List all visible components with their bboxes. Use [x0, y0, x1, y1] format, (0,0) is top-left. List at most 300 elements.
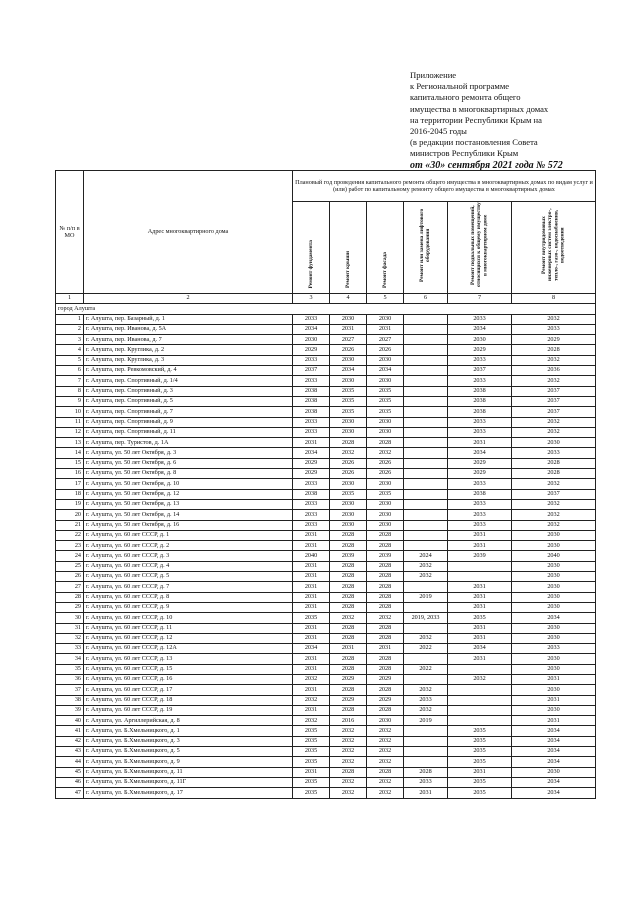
basement-year: 2038	[448, 396, 512, 406]
engineering-year: 2028	[512, 458, 596, 468]
row-number: 15	[56, 458, 84, 468]
basement-year	[448, 716, 512, 726]
address-cell: г. Алушта, пер. Круглика, д. 3	[84, 355, 293, 365]
address-cell: г. Алушта, пер. Базарный, д. 1	[84, 314, 293, 324]
facade-year: 2029	[367, 695, 404, 705]
facade-year: 2035	[367, 396, 404, 406]
engineering-year: 2030	[512, 582, 596, 592]
address-cell: г. Алушта, пер. Спортивный, д. 9	[84, 417, 293, 427]
engineering-year: 2034	[512, 747, 596, 757]
elevator-year: 2032	[404, 685, 448, 695]
facade-year: 2029	[367, 674, 404, 684]
table-row	[56, 592, 596, 602]
roof-year: 2032	[330, 757, 367, 767]
table-row	[56, 510, 596, 520]
row-number: 36	[56, 674, 84, 684]
foundation-year: 2033	[293, 499, 330, 509]
elevator-year	[404, 386, 448, 396]
foundation-year: 2034	[293, 448, 330, 458]
table-row	[56, 499, 596, 509]
row-number: 47	[56, 788, 84, 798]
foundation-year: 2035	[293, 757, 330, 767]
table-row	[56, 448, 596, 458]
elevator-year	[404, 355, 448, 365]
facade-year: 2030	[367, 510, 404, 520]
facade-year: 2035	[367, 489, 404, 499]
foundation-year: 2033	[293, 376, 330, 386]
engineering-year: 2032	[512, 355, 596, 365]
facade-year: 2030	[367, 355, 404, 365]
roof-year: 2030	[330, 355, 367, 365]
elevator-year	[404, 489, 448, 499]
table-row	[56, 366, 596, 376]
elevator-year	[404, 541, 448, 551]
engineering-year: 2034	[512, 757, 596, 767]
engineering-year: 2034	[512, 777, 596, 787]
basement-year: 2038	[448, 407, 512, 417]
basement-year: 2031	[448, 633, 512, 643]
engineering-year: 2030	[512, 767, 596, 777]
elevator-year	[404, 427, 448, 437]
facade-year: 2026	[367, 345, 404, 355]
facade-year: 2028	[367, 572, 404, 582]
address-cell: г. Алушта, ул. 60 лет СССР, д. 7	[84, 582, 293, 592]
basement-year	[448, 695, 512, 705]
roof-year: 2039	[330, 551, 367, 561]
address-cell: г. Алушта, ул. 60 лет СССР, д. 18	[84, 695, 293, 705]
foundation-year: 2031	[293, 592, 330, 602]
row-number: 45	[56, 767, 84, 777]
table-row	[56, 407, 596, 417]
table-row	[56, 469, 596, 479]
basement-year: 2029	[448, 345, 512, 355]
facade-year: 2028	[367, 582, 404, 592]
facade-year: 2028	[367, 705, 404, 715]
row-number: 12	[56, 427, 84, 437]
facade-year: 2028	[367, 541, 404, 551]
foundation-year: 2032	[293, 674, 330, 684]
elevator-year	[404, 520, 448, 530]
appendix-line: Приложение	[410, 70, 457, 80]
row-number: 27	[56, 582, 84, 592]
facade-year: 2035	[367, 407, 404, 417]
table-row	[56, 324, 596, 334]
elevator-year: 2022	[404, 644, 448, 654]
basement-year: 2034	[448, 644, 512, 654]
engineering-year: 2030	[512, 664, 596, 674]
facade-year: 2030	[367, 427, 404, 437]
table-row	[56, 767, 596, 777]
facade-year: 2028	[367, 438, 404, 448]
row-number: 20	[56, 510, 84, 520]
table-row	[56, 438, 596, 448]
row-number: 39	[56, 705, 84, 715]
basement-year: 2031	[448, 541, 512, 551]
appendix-line: (в редакции постановления Совета	[410, 137, 538, 148]
address-cell: г. Алушта, ул. 60 лет СССР, д. 9	[84, 602, 293, 612]
facade-year: 2030	[367, 314, 404, 324]
foundation-year: 2031	[293, 561, 330, 571]
address-cell: г. Алушта, ул. 50 лет Октября, д. 8	[84, 469, 293, 479]
table-row	[56, 747, 596, 757]
roof-year: 2027	[330, 335, 367, 345]
row-number: 31	[56, 623, 84, 633]
facade-year: 2032	[367, 736, 404, 746]
engineering-year: 2031	[512, 695, 596, 705]
basement-year: 2030	[448, 335, 512, 345]
address-cell: г. Алушта, пер. Круглика, д. 2	[84, 345, 293, 355]
row-number: 5	[56, 355, 84, 365]
basement-year: 2038	[448, 489, 512, 499]
facade-year: 2032	[367, 726, 404, 736]
roof-year: 2028	[330, 685, 367, 695]
elevator-year	[404, 757, 448, 767]
foundation-year: 2031	[293, 572, 330, 582]
roof-year: 2028	[330, 767, 367, 777]
engineering-year: 2033	[512, 644, 596, 654]
row-number: 28	[56, 592, 84, 602]
foundation-year: 2031	[293, 541, 330, 551]
roof-year: 2026	[330, 469, 367, 479]
roof-year: 2029	[330, 674, 367, 684]
row-number: 26	[56, 572, 84, 582]
engineering-year: 2040	[512, 551, 596, 561]
row-number: 25	[56, 561, 84, 571]
address-cell: г. Алушта, пер. Ревкомовский, д. 4	[84, 366, 293, 376]
foundation-year: 2033	[293, 427, 330, 437]
roof-year: 2030	[330, 479, 367, 489]
facade-year: 2028	[367, 602, 404, 612]
engineering-year: 2032	[512, 314, 596, 324]
engineering-year: 2034	[512, 788, 596, 798]
appendix-line: 2016-2045 годы	[410, 126, 467, 137]
roof-year: 2030	[330, 417, 367, 427]
engineering-year: 2033	[512, 448, 596, 458]
elevator-year	[404, 448, 448, 458]
table-row	[56, 489, 596, 499]
table-row	[56, 551, 596, 561]
basement-year: 2031	[448, 623, 512, 633]
foundation-year: 2031	[293, 633, 330, 643]
foundation-year: 2033	[293, 355, 330, 365]
elevator-year: 2032	[404, 633, 448, 643]
address-cell: г. Алушта, ул. 60 лет СССР, д. 5	[84, 572, 293, 582]
table-row	[56, 695, 596, 705]
table-row	[56, 520, 596, 530]
row-number: 14	[56, 448, 84, 458]
basement-year: 2039	[448, 551, 512, 561]
resolution-date-line: от «30» сентября 2021 года № 572	[410, 159, 563, 171]
row-number: 13	[56, 438, 84, 448]
engineering-year: 2037	[512, 407, 596, 417]
row-number: 40	[56, 716, 84, 726]
basement-year: 2031	[448, 602, 512, 612]
foundation-year: 2029	[293, 469, 330, 479]
roof-year: 2035	[330, 396, 367, 406]
roof-year: 2034	[330, 366, 367, 376]
row-number: 29	[56, 602, 84, 612]
address-cell: г. Алушта, ул. 60 лет СССР, д. 12	[84, 633, 293, 643]
foundation-year: 2033	[293, 417, 330, 427]
table-row	[56, 788, 596, 798]
basement-year: 2035	[448, 736, 512, 746]
foundation-year: 2029	[293, 345, 330, 355]
basement-year: 2035	[448, 777, 512, 787]
roof-year: 2030	[330, 520, 367, 530]
facade-year: 2030	[367, 520, 404, 530]
roof-year: 2031	[330, 644, 367, 654]
facade-year: 2030	[367, 499, 404, 509]
engineering-year: 2037	[512, 489, 596, 499]
foundation-year: 2031	[293, 705, 330, 715]
foundation-year: 2032	[293, 716, 330, 726]
table-row	[56, 345, 596, 355]
row-number: 16	[56, 469, 84, 479]
row-number: 11	[56, 417, 84, 427]
table-row	[56, 417, 596, 427]
table-row	[56, 541, 596, 551]
facade-year: 2028	[367, 685, 404, 695]
foundation-year: 2031	[293, 654, 330, 664]
elevator-year	[404, 376, 448, 386]
facade-year: 2035	[367, 386, 404, 396]
basement-year	[448, 685, 512, 695]
elevator-year	[404, 407, 448, 417]
roof-year: 2032	[330, 726, 367, 736]
engineering-year: 2030	[512, 633, 596, 643]
facade-year: 2039	[367, 551, 404, 561]
elevator-year	[404, 324, 448, 334]
roof-year: 2028	[330, 633, 367, 643]
engineering-year: 2030	[512, 572, 596, 582]
address-cell: г. Алушта, ул. 50 лет Октября, д. 13	[84, 499, 293, 509]
table-row	[56, 572, 596, 582]
elevator-year: 2028	[404, 767, 448, 777]
basement-year: 2035	[448, 788, 512, 798]
basement-year	[448, 561, 512, 571]
foundation-year: 2035	[293, 788, 330, 798]
foundation-year: 2038	[293, 407, 330, 417]
facade-year: 2032	[367, 777, 404, 787]
appendix-line: капитального ремонта общего	[410, 92, 521, 103]
basement-year: 2034	[448, 324, 512, 334]
address-cell: г. Алушта, ул. 60 лет СССР, д. 3	[84, 551, 293, 561]
elevator-year	[404, 499, 448, 509]
engineering-year: 2030	[512, 541, 596, 551]
roof-year: 2035	[330, 489, 367, 499]
basement-year: 2038	[448, 386, 512, 396]
basement-year: 2031	[448, 592, 512, 602]
foundation-year: 2030	[293, 335, 330, 345]
engineering-year: 2030	[512, 592, 596, 602]
elevator-year	[404, 530, 448, 540]
row-number: 21	[56, 520, 84, 530]
address-cell: г. Алушта, ул. Аргиллерийская, д. 8	[84, 716, 293, 726]
table-row	[56, 561, 596, 571]
address-cell: г. Алушта, ул. 60 лет СССР, д. 17	[84, 685, 293, 695]
foundation-year: 2040	[293, 551, 330, 561]
header-facade: Ремонт фасада	[367, 202, 404, 294]
table-row	[56, 427, 596, 437]
roof-year: 2026	[330, 458, 367, 468]
basement-year: 2037	[448, 366, 512, 376]
engineering-year: 2032	[512, 510, 596, 520]
appendix-header	[410, 70, 600, 171]
address-cell: г. Алушта, пер. Спортивный, д. 3	[84, 386, 293, 396]
foundation-year: 2029	[293, 458, 330, 468]
address-cell: г. Алушта, ул. 60 лет СССР, д. 1	[84, 530, 293, 540]
elevator-year	[404, 396, 448, 406]
facade-year: 2032	[367, 747, 404, 757]
foundation-year: 2038	[293, 489, 330, 499]
basement-year: 2033	[448, 479, 512, 489]
roof-year: 2028	[330, 530, 367, 540]
elevator-year: 2019	[404, 592, 448, 602]
foundation-year: 2035	[293, 777, 330, 787]
appendix-line: имущества в многоквартирных домах	[410, 103, 549, 114]
engineering-year: 2030	[512, 530, 596, 540]
table-row	[56, 376, 596, 386]
address-cell: г. Алушта, ул. Б.Хмельницкого, д. 9	[84, 757, 293, 767]
index-cell: 7	[448, 294, 512, 304]
address-cell: г. Алушта, ул. 50 лет Октября, д. 14	[84, 510, 293, 520]
address-cell: г. Алушта, ул. 60 лет СССР, д. 13	[84, 654, 293, 664]
roof-year: 2028	[330, 654, 367, 664]
foundation-year: 2031	[293, 602, 330, 612]
row-number: 4	[56, 345, 84, 355]
table-row	[56, 396, 596, 406]
row-number: 3	[56, 335, 84, 345]
elevator-year	[404, 366, 448, 376]
basement-year: 2032	[448, 674, 512, 684]
basement-year: 2035	[448, 726, 512, 736]
basement-year: 2029	[448, 458, 512, 468]
engineering-year: 2034	[512, 736, 596, 746]
elevator-year: 2032	[404, 572, 448, 582]
foundation-year: 2031	[293, 767, 330, 777]
roof-year: 2028	[330, 705, 367, 715]
row-number: 9	[56, 396, 84, 406]
basement-year	[448, 572, 512, 582]
table-row	[56, 582, 596, 592]
basement-year: 2033	[448, 520, 512, 530]
foundation-year: 2031	[293, 438, 330, 448]
basement-year: 2033	[448, 499, 512, 509]
engineering-year: 2030	[512, 623, 596, 633]
repair-schedule-table	[55, 170, 596, 799]
basement-year: 2031	[448, 654, 512, 664]
basement-year: 2034	[448, 448, 512, 458]
row-number: 23	[56, 541, 84, 551]
elevator-year	[404, 417, 448, 427]
table-body	[56, 294, 596, 799]
foundation-year: 2034	[293, 324, 330, 334]
foundation-year: 2035	[293, 747, 330, 757]
elevator-year	[404, 314, 448, 324]
facade-year: 2031	[367, 324, 404, 334]
basement-year: 2033	[448, 355, 512, 365]
roof-year: 2028	[330, 438, 367, 448]
row-number: 7	[56, 376, 84, 386]
table-row	[56, 613, 596, 623]
address-cell: г. Алушта, ул. 60 лет СССР, д. 19	[84, 705, 293, 715]
roof-year: 2032	[330, 747, 367, 757]
row-number: 10	[56, 407, 84, 417]
row-number: 41	[56, 726, 84, 736]
engineering-year: 2037	[512, 396, 596, 406]
header-foundation: Ремонт фундамента	[293, 202, 330, 294]
header-plan-year-group: Плановый год проведения капитального ремонта общего имущества в многоквартирных домах по видам услуг и (или) работ по капитальному ремонту общего имущества в многоквартирных домах	[293, 171, 596, 202]
table-row	[56, 386, 596, 396]
header-address: Адрес многоквартирного дома	[84, 171, 293, 294]
appendix-line: на территории Республики Крым на	[410, 114, 542, 125]
row-number: 1	[56, 314, 84, 324]
address-cell: г. Алушта, ул. 50 лет Октября, д. 12	[84, 489, 293, 499]
table-row	[56, 757, 596, 767]
elevator-year	[404, 469, 448, 479]
row-number: 22	[56, 530, 84, 540]
index-cell: 2	[84, 294, 293, 304]
address-cell: г. Алушта, ул. Б.Хмельницкого, д. 11Г	[84, 777, 293, 787]
foundation-year: 2037	[293, 366, 330, 376]
elevator-year: 2024	[404, 551, 448, 561]
address-cell: г. Алушта, ул. 50 лет Октября, д. 10	[84, 479, 293, 489]
address-cell: г. Алушта, пер. Спортивный, д. 5	[84, 396, 293, 406]
foundation-year: 2035	[293, 726, 330, 736]
facade-year: 2028	[367, 530, 404, 540]
header-number: № п/п в МО	[56, 171, 84, 294]
elevator-year: 2031	[404, 788, 448, 798]
address-cell: г. Алушта, ул. Б.Хмельницкого, д. 1	[84, 726, 293, 736]
roof-year: 2030	[330, 499, 367, 509]
address-cell: г. Алушта, пер. Спортивный, д. 11	[84, 427, 293, 437]
engineering-year: 2032	[512, 479, 596, 489]
table-row	[56, 355, 596, 365]
foundation-year: 2031	[293, 530, 330, 540]
row-number: 43	[56, 747, 84, 757]
elevator-year	[404, 736, 448, 746]
facade-year: 2028	[367, 633, 404, 643]
table-row	[56, 685, 596, 695]
roof-year: 2030	[330, 314, 367, 324]
engineering-year: 2032	[512, 499, 596, 509]
roof-year: 2028	[330, 572, 367, 582]
table-row	[56, 736, 596, 746]
elevator-year	[404, 747, 448, 757]
header-elevator: Ремонт или замена лифтового оборудования	[404, 202, 448, 294]
elevator-year: 2019, 2033	[404, 613, 448, 623]
facade-year: 2028	[367, 664, 404, 674]
basement-year: 2033	[448, 314, 512, 324]
address-cell: г. Алушта, ул. 60 лет СССР, д. 4	[84, 561, 293, 571]
foundation-year: 2033	[293, 479, 330, 489]
basement-year: 2035	[448, 757, 512, 767]
facade-year: 2030	[367, 376, 404, 386]
engineering-year: 2030	[512, 602, 596, 612]
elevator-year	[404, 458, 448, 468]
foundation-year: 2031	[293, 664, 330, 674]
roof-year: 2032	[330, 448, 367, 458]
address-cell: г. Алушта, ул. 60 лет СССР, д. 16	[84, 674, 293, 684]
engineering-year: 2028	[512, 469, 596, 479]
table-row	[56, 458, 596, 468]
facade-year: 2026	[367, 469, 404, 479]
roof-year: 2028	[330, 561, 367, 571]
row-number: 19	[56, 499, 84, 509]
basement-year: 2035	[448, 747, 512, 757]
facade-year: 2032	[367, 757, 404, 767]
engineering-year: 2032	[512, 427, 596, 437]
